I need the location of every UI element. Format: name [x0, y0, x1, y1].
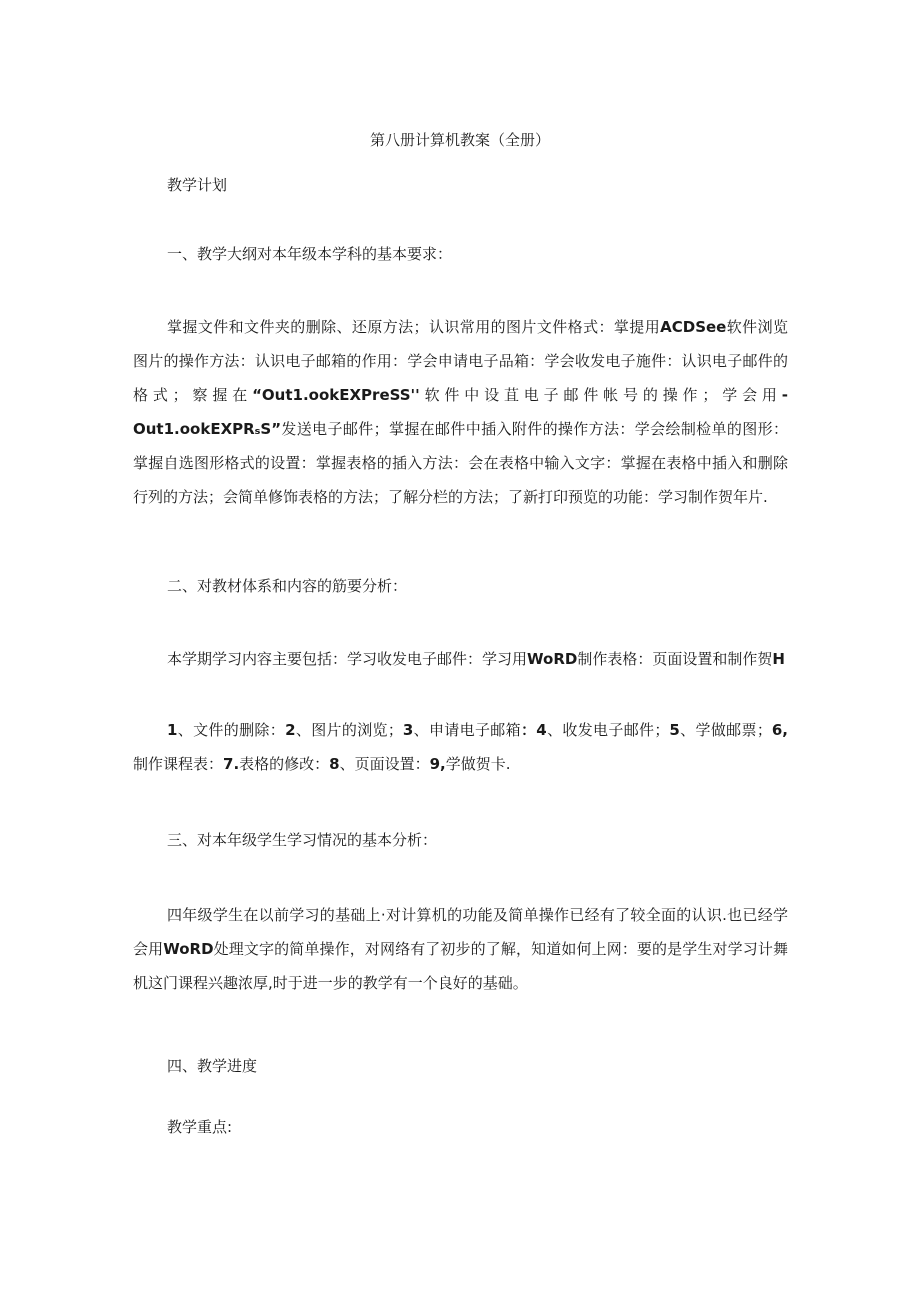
software-name-acdsee: ACDSee: [660, 318, 727, 336]
software-name-word: WoRD: [163, 940, 214, 958]
section-2-lesson-list: [133, 713, 788, 781]
section-1-paragraph: [133, 310, 788, 514]
text-run-bold: H: [772, 650, 785, 668]
list-item: 制作课程表：: [133, 755, 224, 773]
text-run: 软件浏览图片的操作方法：认识电子邮箱的作用：学会申请电子品箱：学会收发电子施件：认识电子邮件的格式；察握在: [133, 318, 788, 404]
section-3-heading: 三、对本年级学生学习情况的基本分析：: [167, 831, 438, 849]
section-2-heading: 二、对教材体系和内容的筋要分析：: [167, 577, 408, 595]
text-run: 本学期学习内容主要包括：学习收发电子邮件：学习用: [167, 650, 528, 668]
list-number: 3: [402, 721, 414, 739]
list-item: 、学做邮票；: [679, 721, 772, 739]
section-3-paragraph: [133, 898, 788, 1000]
list-item: 、图片的浏览；: [295, 721, 403, 739]
list-number: 1: [167, 721, 178, 739]
text-run: 制作表格：页面设置和制作贺: [577, 650, 773, 668]
text-run: 掌握文件和文件夹的删除、还原方法；认识常用的图片文件格式：掌提用: [167, 318, 661, 336]
software-name-word: WoRD: [527, 650, 578, 668]
list-item: 表格的修改：: [239, 755, 330, 773]
list-number: 7.: [223, 755, 240, 773]
text-run: 四年级学生在以前学习的基础上·对计算机的功能及简单操作已经有了较全面的认识.也已经学会用: [133, 906, 788, 958]
section-1-heading: 一、教学大纲对本年级本学科的基本要求：: [167, 245, 453, 263]
text-run: 处理文字的简单操作，对网络有了初步的了解，知道如何上网：要的是学生对学习计舞机这门课程兴趣浓厚,时于进一步的教学有一个良好的基础。: [133, 940, 788, 992]
section-2-paragraph: [133, 642, 788, 676]
list-number: 9,: [429, 755, 446, 773]
list-number: 5: [669, 721, 680, 739]
list-item: 、页面设置：: [339, 755, 430, 773]
teaching-focus-heading: 教学重点:: [167, 1118, 233, 1136]
teaching-plan-heading: 教学计划: [167, 176, 228, 194]
section-4-heading: 四、教学进度: [167, 1057, 258, 1075]
list-item: 、申请电子邮箱: [413, 721, 521, 739]
text-run: 软件中设苴电子邮件帐号的操作；学会用: [419, 386, 782, 404]
list-number: 2: [285, 721, 296, 739]
text-run: 发送电子邮件；掌握在邮件中插入附件的操作方法：学会绘制检单的图形：掌握自选图形格式的设置：掌握表格的插入方法：会在表格中输入文字：掌握在表格中插入和删除行列的方法；会简单修饰表格的方法；了解分栏的方法；了新打印预览的功能：学习制作贺年片.: [133, 420, 788, 506]
list-number: 6,: [771, 721, 788, 739]
list-item: 、收发电子邮件；: [546, 721, 670, 739]
list-item: 学做贺卡.: [445, 755, 511, 773]
list-item: 、文件的删除：: [177, 721, 286, 739]
document-title: 第八册计算机教案（全册）: [369, 131, 550, 149]
list-number: ：4: [520, 721, 547, 739]
software-name-outlook: “Out1.ookEXPreSS'': [252, 386, 420, 404]
software-name-outlook-2: -Out1.ookEXPRₛS”: [133, 386, 788, 438]
list-number: 8: [329, 755, 340, 773]
